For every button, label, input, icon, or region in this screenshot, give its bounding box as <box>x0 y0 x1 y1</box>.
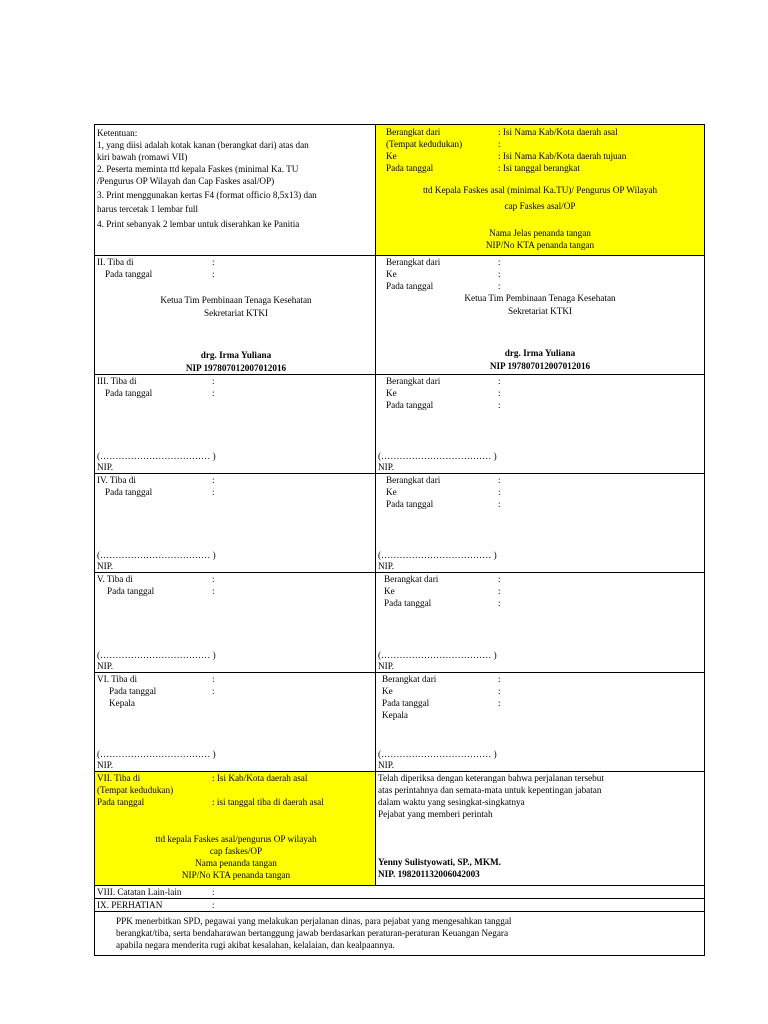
signature-dots: (……………………………… ) <box>97 749 216 759</box>
nip-label: NIP. <box>378 661 395 671</box>
signer-nip: NIP 197807012007012016 <box>489 361 591 371</box>
colon: : <box>498 281 501 291</box>
tiba-label: II. Tiba di <box>97 257 134 267</box>
colon: : <box>212 269 215 279</box>
tiba-iv-cell <box>95 474 376 572</box>
pada-tanggal-label: Pada tanggal <box>105 487 153 497</box>
row-v <box>95 573 704 673</box>
colon: : <box>212 574 215 584</box>
row-viii <box>95 886 704 899</box>
berangkat-v-cell <box>376 573 704 672</box>
signer-nip: NIP. 198201132006042003 <box>378 869 480 879</box>
row-vii <box>95 772 704 886</box>
nama-jelas: Nama Jelas penanda tangan <box>489 228 591 238</box>
nip-label: NIP. <box>378 760 395 770</box>
colon: : <box>498 388 501 398</box>
ketua-title: Ketua Tim Pembinaan Tenaga Kesehatan <box>464 293 616 303</box>
sekretariat-title: Sekretariat KTKI <box>203 308 269 318</box>
ke-value: : Isi Nama Kab/Kota daerah tujuan <box>498 151 627 161</box>
pemeriksaan-line: Telah diperiksa dengan keterangan bahwa perjalanan tersebut <box>378 773 604 783</box>
signature-dots: (……………………………… ) <box>378 451 497 461</box>
tiba-vii-cell <box>95 772 376 885</box>
tempat-value: : <box>498 139 501 149</box>
pemeriksaan-line: dalam waktu yang sesingkat-singkatnya <box>378 797 525 807</box>
row-ketentuan <box>95 125 704 256</box>
berangkat-iii-cell <box>376 375 704 473</box>
colon: : <box>212 257 215 267</box>
pada-tanggal-label: Pada tanggal <box>105 269 153 279</box>
tiba-label: VII. Tiba di <box>97 773 141 783</box>
tempat-label: (Tempat kedudukan) <box>386 139 463 149</box>
ttd-line: ttd kepala Faskes asal/pengurus OP wilayah <box>155 834 317 844</box>
signer-name: Yenny Sulistyowati, SP., MKM. <box>378 857 501 867</box>
row-iii <box>95 375 704 474</box>
colon: : <box>212 674 215 684</box>
tiba-label: III. Tiba di <box>97 376 137 386</box>
signature-dots: (……………………………… ) <box>378 749 497 759</box>
ketentuan-line: harus tercetak 1 lembar full <box>97 204 199 214</box>
ke-label: Ke <box>386 487 397 497</box>
kepala-label: Kepala <box>382 710 409 720</box>
colon: : <box>498 586 501 596</box>
signer-name: drg. Irma Yuliana <box>504 348 576 358</box>
colon: : <box>498 487 501 497</box>
berangkat-label: Berangkat dari <box>386 127 441 137</box>
nip-label: NIP. <box>97 661 114 671</box>
signer-name: drg. Irma Yuliana <box>200 350 272 360</box>
berangkat-label: Berangkat dari <box>382 674 437 684</box>
berangkat-vi-cell <box>376 673 704 771</box>
colon: : <box>498 376 501 386</box>
colon: : <box>498 598 501 608</box>
nip-label: NIP. <box>378 462 395 472</box>
colon: : <box>212 686 215 696</box>
berangkat-iv-cell <box>376 474 704 572</box>
tiba-label: VI. Tiba di <box>97 674 138 684</box>
pada-tanggal-label: Pada tanggal <box>105 388 153 398</box>
signature-dots: (……………………………… ) <box>97 550 216 560</box>
colon: : <box>212 487 215 497</box>
berangkat-label: Berangkat dari <box>386 376 441 386</box>
perhatian-line: berangkat/tiba, serta bendaharawan bertanggung jawab berdasarkan peraturan-peraturan Keuangan Negara <box>116 928 509 938</box>
nip-kta: NIP/No KTA penanda tangan <box>485 240 595 250</box>
signature-dots: (……………………………… ) <box>97 650 216 660</box>
nip-label: NIP. <box>97 462 114 472</box>
colon: : <box>212 475 215 485</box>
ketentuan-cell <box>95 125 376 255</box>
perhatian-label: IX. PERHATIAN <box>97 900 163 910</box>
nama-penanda: Nama penanda tangan <box>195 858 277 868</box>
ketentuan-line: 3. Print menggunakan kertas F4 (format officio 8,5x13) dan <box>97 190 317 200</box>
cap-line: cap faskes/OP <box>209 846 263 856</box>
catatan-label: VIII. Catatan Lain-lain <box>97 887 182 897</box>
berangkat-label: Berangkat dari <box>386 257 441 267</box>
row-ix <box>95 899 704 912</box>
colon: : <box>212 388 215 398</box>
sekretariat-title: Sekretariat KTKI <box>507 306 573 316</box>
ketua-title: Ketua Tim Pembinaan Tenaga Kesehatan <box>160 295 312 305</box>
pemeriksaan-line: atas perintahnya dan semata-mata untuk kepentingan jabatan <box>378 785 602 795</box>
spd-form <box>94 124 705 956</box>
pada-tanggal-label: Pada tanggal <box>386 281 434 291</box>
tiba-vi-cell <box>95 673 376 771</box>
colon: : <box>498 257 501 267</box>
pada-tanggal-label: Pada tanggal <box>107 586 155 596</box>
row-ii <box>95 256 704 375</box>
signer-nip: NIP 197807012007012016 <box>185 363 287 373</box>
colon: : <box>498 674 501 684</box>
tanggal-value: : isi tanggal tiba di daerah asal <box>212 797 324 807</box>
ketentuan-line: /Pengurus OP Wilayah dan Cap Faskes asal/OP) <box>97 176 275 186</box>
signature-dots: (……………………………… ) <box>378 550 497 560</box>
tiba-value: : Isi Kab/Kota daerah asal <box>212 773 308 783</box>
row-perhatian-text <box>95 912 704 955</box>
pemeriksaan-line: Pejabat yang memberi perintah <box>378 809 493 819</box>
nip-label: NIP. <box>97 760 114 770</box>
tiba-label: V. Tiba di <box>97 574 133 584</box>
pada-tanggal-label: Pada tanggal <box>109 686 157 696</box>
tiba-iii-cell <box>95 375 376 473</box>
berangkat-ii-cell <box>376 256 704 374</box>
ke-label: Ke <box>384 586 395 596</box>
tiba-ii-cell <box>95 256 376 374</box>
perhatian-text-cell <box>95 912 704 955</box>
nip-kta: NIP/No KTA penanda tangan <box>181 870 291 880</box>
tiba-label: IV. Tiba di <box>97 475 136 485</box>
ketentuan-line: Ketentuan: <box>97 128 138 138</box>
signature-dots: (……………………………… ) <box>378 650 497 660</box>
colon: : <box>212 586 215 596</box>
colon: : <box>498 686 501 696</box>
ke-label: Ke <box>386 151 397 161</box>
berangkat-value: : Isi Nama Kab/Kota daerah asal <box>498 127 618 137</box>
colon: : <box>212 900 215 910</box>
tanggal-label: Pada tanggal <box>386 163 434 173</box>
pada-tanggal-label: Pada tanggal <box>97 797 145 807</box>
tanggal-value: : Isi tanggal berangkat <box>498 163 580 173</box>
nip-label: NIP. <box>97 561 114 571</box>
berangkat-cell <box>376 125 704 255</box>
ke-label: Ke <box>382 686 393 696</box>
pemeriksaan-cell <box>376 772 704 885</box>
pada-tanggal-label: Pada tanggal <box>386 400 434 410</box>
signature-dots: (……………………………… ) <box>97 451 216 461</box>
pada-tanggal-label: Pada tanggal <box>382 698 430 708</box>
ketentuan-line: 1, yang diisi adalah kotak kanan (berangkat dari) atas dan <box>97 140 309 150</box>
colon: : <box>498 698 501 708</box>
tiba-v-cell <box>95 573 376 672</box>
perhatian-line: apabila negara menderita rugi akibat kesalahan, kelalaian, dan kealpaannya. <box>116 940 395 950</box>
colon: : <box>498 475 501 485</box>
pada-tanggal-label: Pada tanggal <box>384 598 432 608</box>
berangkat-label: Berangkat dari <box>384 574 439 584</box>
perhatian-cell <box>95 899 704 911</box>
colon: : <box>498 499 501 509</box>
ke-label: Ke <box>386 388 397 398</box>
berangkat-label: Berangkat dari <box>386 475 441 485</box>
colon: : <box>498 400 501 410</box>
ketentuan-line: 4. Print sebanyak 2 lembar untuk diserahkan ke Panitia <box>97 219 300 229</box>
perhatian-line: PPK menerbitkan SPD, pegawai yang melakukan perjalanan dinas, para pejabat yang mengesahkan tanggal <box>116 916 512 926</box>
kepala-label: Kepala <box>109 698 136 708</box>
colon: : <box>498 574 501 584</box>
colon: : <box>212 376 215 386</box>
ttd-line: ttd Kepala Faskes asal (minimal Ka.TU)/ Pengurus OP Wilayah <box>422 185 658 195</box>
ke-label: Ke <box>386 269 397 279</box>
tempat-label: (Tempat kedudukan) <box>97 785 174 795</box>
catatan-cell <box>95 886 704 898</box>
cap-line: cap Faskes asal/OP <box>504 201 576 211</box>
nip-label: NIP. <box>378 561 395 571</box>
colon: : <box>212 887 215 897</box>
pada-tanggal-label: Pada tanggal <box>386 499 434 509</box>
ketentuan-line: 2. Peserta meminta ttd kepala Faskes (minimal Ka. TU <box>97 164 299 174</box>
colon: : <box>498 269 501 279</box>
row-vi <box>95 673 704 772</box>
row-iv <box>95 474 704 573</box>
ketentuan-line: kiri bawah (romawi VII) <box>97 152 188 162</box>
